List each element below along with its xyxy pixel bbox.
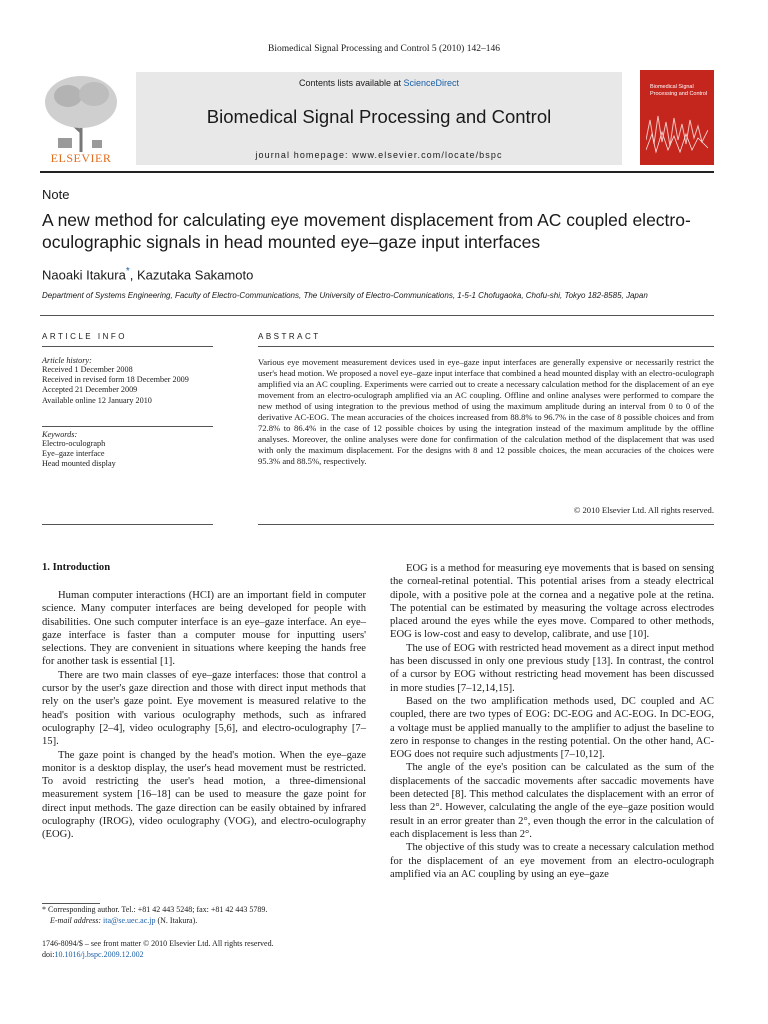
history-label: Article history: bbox=[42, 356, 92, 365]
corresponding-author-mark[interactable]: * bbox=[125, 266, 130, 277]
journal-homepage-link[interactable]: journal homepage: www.elsevier.com/locate/bspc bbox=[255, 150, 503, 160]
abstract-text: Various eye movement measurement devices used in eye–gaze input interfaces are generally expensive or necessarily restrict the user's head motion. We proposed a novel eye–gaze input interface that combined a head mounted display with an electro-oculograph amplified via an AC coupling. Experiments were carried out to create a necessary calculation method for the displacement of an eye movement from an electro-oculograph amplified via an AC coupling. Offline and online analyses were performed to compare the new method of using integration to the previous method of using the maximum amplitude during an interval from 0 to 0 of the derivative AC-EOG. The mean accuracies of the choices increased from 88.8% to 96.7% in the case of 8 possible choices and from 72.8% to 86.4% in the case of 12 possible choices by using the integration instead of the maximum amplitude by the offline analyses. Moreover, the online analyses were done for confirmation of the calculation method of the displacement that was used with only the maximum displacement. For the designs with 8 and 12 possible choices, the mean accuracies of the choices were 95.3% and 88.5%, respectively. bbox=[258, 357, 714, 466]
paragraph: The use of EOG with restricted head movement as a direct input method has been discussed in only one previous study [13]. In contrast, the control of a cursor by EOG without restricting head movement has been discussed in more studies [7–12,14,15]. bbox=[390, 642, 714, 694]
email-link[interactable]: ita@se.uec.ac.jp bbox=[103, 915, 156, 925]
abstract-rule bbox=[258, 346, 714, 347]
footnote-rule bbox=[42, 903, 100, 904]
history-item: Received 1 December 2008 bbox=[42, 365, 133, 374]
doi-line bbox=[42, 950, 372, 961]
history-item: Available online 12 January 2010 bbox=[42, 395, 152, 405]
footnote bbox=[42, 905, 366, 926]
doi-label: doi: bbox=[42, 949, 55, 959]
email-name: (N. Itakura). bbox=[155, 915, 198, 925]
paragraph: The gaze point is changed by the head's motion. When the eye–gaze monitor is a desktop display, the user's head movement must be restricted. To avoid restricting the user's head motion, a three-dimensional measurement system [16–18] can be used to measure the gaze point for direct input methods. The gaze direction can be easily obtained by infrared oculography (IROG), video oculography (VOG), and electro-oculography (EOG). bbox=[42, 749, 366, 841]
front-matter bbox=[42, 939, 372, 960]
article-info-heading: ARTICLE INFO bbox=[42, 332, 127, 341]
journal-title: Biomedical Signal Processing and Control bbox=[206, 106, 552, 127]
sciencedirect-link[interactable]: ScienceDirect bbox=[403, 78, 460, 88]
cover-title: Biomedical Signal Processing and Control bbox=[650, 84, 708, 97]
abstract-copyright: © 2010 Elsevier Ltd. All rights reserved. bbox=[573, 505, 714, 515]
article-title: A new method for calculating eye movement displacement from AC coupled electro-oculographic signals in head mounted eye–gaze input interfaces bbox=[42, 210, 691, 252]
author-sakamoto: , Kazutaka Sakamoto bbox=[129, 267, 254, 283]
corresponding-author-note: * Corresponding author. Tel.: +81 42 443 5248; fax: +81 42 443 5789. bbox=[42, 905, 268, 914]
info-rule bbox=[42, 346, 213, 347]
article-history bbox=[42, 356, 213, 406]
affiliation: Department of Systems Engineering, Faculty of Electro-Communications, The University of Electro-Communications, 1-5-1 Chofugaoka, Chofu-shi, Tokyo 182-8585, Japan bbox=[42, 291, 648, 300]
contents-prefix: Contents lists available at bbox=[298, 78, 404, 88]
keywords-label: Keywords: bbox=[42, 430, 78, 439]
elsevier-logo bbox=[40, 72, 122, 164]
email-label: E-mail address: bbox=[50, 915, 104, 925]
abstract-heading: ABSTRACT bbox=[258, 332, 321, 341]
email-line bbox=[42, 916, 366, 927]
paragraph: EOG is a method for measuring eye movements that is based on sensing the corneal-retinal potential. This potential arises from a steady electrical dipole, with a positive pole at the cornea and a negative pole at the retina. The potential can be estimated by measuring the voltage across electrodes placed around the eyes while the eyes move. Compared to other methods, EOG is low-cost and easy to develop, calibrate, and use [10]. bbox=[390, 563, 714, 641]
author-list bbox=[42, 266, 253, 282]
journal-banner bbox=[136, 72, 622, 165]
body-column-left bbox=[42, 589, 366, 842]
header-rule bbox=[40, 171, 714, 173]
elsevier-wordmark: ELSEVIER bbox=[50, 151, 112, 165]
keyword-item: Electro-oculograph bbox=[42, 439, 106, 448]
body-column-right bbox=[390, 562, 714, 881]
abstract-rule bbox=[258, 524, 714, 525]
paragraph: Human computer interactions (HCI) are an important field in computer science. Many computer interfaces are being developed for people with disabilities. One such computer interface is an eye–gaze interface. An eye–gaze interface is faster than a computer mouse for inputting users' selections. They are convenient in situations where keeping the hands free for another task is essential [1]. bbox=[42, 590, 366, 668]
history-item: Accepted 21 December 2009 bbox=[42, 385, 138, 395]
title-rule bbox=[40, 315, 714, 316]
issn-line: 1746-8094/$ – see front matter © 2010 Elsevier Ltd. All rights reserved. bbox=[42, 939, 274, 948]
section-heading-introduction: 1. Introduction bbox=[42, 562, 111, 573]
journal-cover-image bbox=[640, 70, 714, 165]
doi-link[interactable]: 10.1016/j.bspc.2009.12.002 bbox=[54, 949, 144, 959]
info-rule bbox=[42, 524, 213, 525]
keyword-item: Head mounted display bbox=[42, 459, 116, 469]
history-item: Received in revised form 18 December 2009 bbox=[42, 375, 189, 385]
paragraph: The objective of this study was to create a necessary calculation method for the displacement of an eye movement from an electro-oculograph amplified via an AC coupling by using an eye–gaze bbox=[390, 842, 714, 880]
journal-reference: Biomedical Signal Processing and Control 5 (2010) 142–146 bbox=[268, 44, 500, 54]
paragraph: Based on the two amplification methods used, DC coupled and AC coupled, there are two types of EOG: DC-EOG and AC-EOG. In DC-EOG, a voltage must be applied manually to the amplifier to adjust the baseline to zero in response to changes in the resting potential. On the other hand, AC-EOG does not require such adjustments [7–10,12]. bbox=[390, 695, 714, 761]
keywords bbox=[42, 430, 213, 470]
paragraph: There are two main classes of eye–gaze interfaces: those that control a cursor by the user's gaze direction and those with direct input methods that rely on the user's gaze point. Eye movement is measured relative to the head's position with various oculography methods, such as infrared oculography [2–4], video oculography [5,6], and electro-oculography [7–15]. bbox=[42, 669, 366, 748]
article-type: Note bbox=[42, 187, 70, 202]
contents-line bbox=[136, 78, 622, 88]
info-rule bbox=[42, 426, 213, 427]
author-itakura: Naoaki Itakura bbox=[42, 267, 126, 283]
paragraph: The angle of the eye's position can be calculated as the sum of the displacements of the saccadic movements after saccadic movements have been detected [8]. This method calculates the displacement with an error of less than 2°. However, calculating the angle of the eye–gaze position would result in an error greater than 2°, even though the error in the calculation of each displacement is less than 2°. bbox=[390, 762, 714, 840]
keyword-item: Eye–gaze interface bbox=[42, 449, 105, 459]
